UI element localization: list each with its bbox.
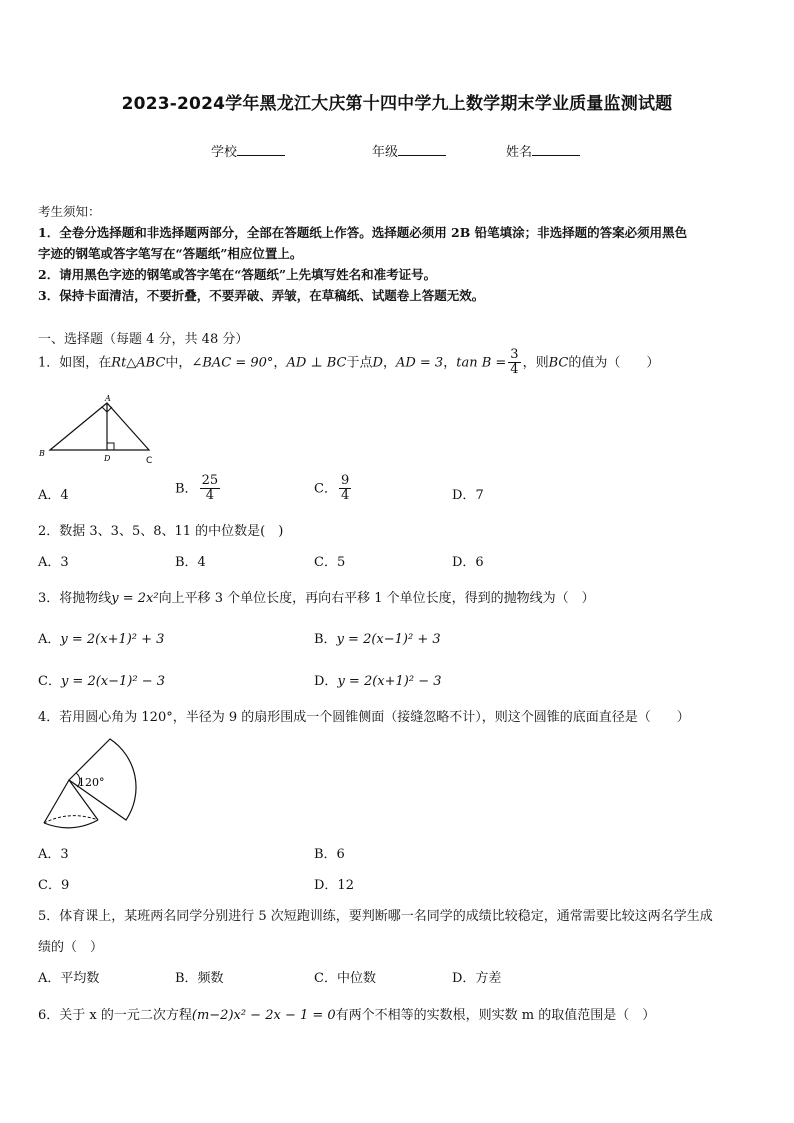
q1-triangle: Rt△ABC: [111, 355, 166, 371]
q3-option-c[interactable]: [38, 670, 165, 689]
q3-option-b[interactable]: [314, 628, 441, 647]
q1-prefix: 1．如图，在: [38, 355, 112, 371]
q4-option-c[interactable]: C．9: [38, 878, 70, 893]
fraction-numerator: 3: [510, 347, 519, 362]
q2-option-d[interactable]: D．6: [452, 555, 484, 570]
option-label: D．: [452, 488, 476, 503]
q1-text: 的值为（ ）: [568, 355, 660, 371]
notes-heading: 考生须知：: [38, 204, 101, 219]
fraction-numerator: 9: [340, 473, 350, 488]
q6-expression: (m−2)x² − 2x − 1 = 0: [191, 1008, 336, 1023]
option-expression: y = 2(x+1)² − 3: [337, 674, 442, 689]
option-label: D．: [314, 674, 338, 689]
fraction-denominator: 4: [205, 488, 214, 504]
q4-option-a[interactable]: A．3: [38, 847, 69, 862]
fraction-denominator: 4: [510, 362, 519, 378]
name-field: [506, 141, 580, 160]
option-label: A．: [38, 488, 61, 503]
option-value: 7: [475, 488, 484, 503]
q1-tan: tan B =: [456, 355, 507, 371]
grade-blank: [398, 143, 446, 156]
q1-tan-fraction: [508, 348, 520, 378]
option-fraction: [200, 474, 221, 504]
q3-prefix: 3．将抛物线: [38, 591, 112, 606]
fig-label-a: A: [105, 394, 111, 403]
section-heading: 一、选择题（每题 4 分，共 48 分）: [38, 332, 249, 347]
q1-option-b[interactable]: [175, 474, 222, 504]
grade-field: [372, 141, 446, 160]
fig-label-b: B: [39, 449, 45, 458]
school-label: 学校: [211, 145, 238, 160]
q2-option-b[interactable]: B．4: [175, 555, 206, 570]
option-label: C．: [314, 481, 337, 497]
q1-text: ，: [443, 355, 457, 371]
option-expression: y = 2(x−1)² + 3: [336, 632, 441, 647]
q1-perp: AD ⊥ BC: [286, 355, 347, 371]
q5-option-d[interactable]: D．方差: [452, 971, 502, 986]
notes-item-2: 2．请用黑色字迹的钢笔或答字笔在“答题纸”上先填写姓名和准考证号。: [38, 267, 437, 282]
q1-text: 于点: [346, 355, 373, 371]
option-expression: y = 2(x−1)² − 3: [60, 674, 166, 689]
school-blank: [237, 143, 285, 156]
fig-label-c: C: [146, 456, 153, 465]
name-label: 姓名: [506, 145, 533, 160]
grade-label: 年级: [372, 145, 399, 160]
name-blank: [532, 143, 580, 156]
fraction-denominator: 4: [340, 488, 350, 504]
q1-ad: AD = 3: [395, 355, 444, 371]
question-1-stem: [38, 348, 659, 378]
q2-option-a[interactable]: A．3: [38, 555, 69, 570]
option-value: 4: [60, 488, 69, 503]
q6-suffix: 有两个不相等的实数根，则实数 m 的取值范围是（ ）: [335, 1008, 656, 1023]
q4-option-d[interactable]: D．12: [314, 878, 354, 893]
question-3-stem: [38, 587, 595, 606]
q6-prefix: 6．关于 x 的一元二次方程: [38, 1008, 192, 1023]
option-label: A．: [38, 632, 61, 647]
q1-angle: ∠BAC = 90°: [191, 355, 274, 371]
fig-label-d: D: [104, 454, 111, 463]
question-4-stem: 4．若用圆心角为 120°，半径为 9 的扇形围成一个圆锥侧面（接缝忽略不计），则这个圆锥的底面直径是（ ）: [38, 710, 690, 725]
question-6-stem: [38, 1004, 655, 1023]
option-expression: y = 2(x+1)² + 3: [60, 632, 165, 647]
q1-text: ，则: [522, 355, 549, 371]
q1-option-d[interactable]: [452, 484, 484, 503]
notes-item-1: 1．全卷分选择题和非选择题两部分，全部在答题纸上作答。选择题必须用 2B 铅笔填涂；非选择题的答案必须用黑色: [38, 225, 688, 240]
q1-bc: BC: [548, 355, 569, 371]
q1-text: ，: [273, 355, 287, 371]
option-label: B．: [175, 481, 198, 497]
q4-angle-label: 120°: [78, 776, 105, 789]
q3-option-a[interactable]: [38, 628, 164, 647]
option-label: B．: [314, 632, 337, 647]
q4-cone-figure: [38, 736, 148, 834]
notes-item-1-cont: 字迹的钢笔或答字笔写在“答题纸”相应位置上。: [38, 246, 303, 261]
q3-expression: y = 2x²: [111, 591, 159, 606]
school-field: [211, 141, 285, 160]
q5-option-c[interactable]: C．中位数: [314, 971, 376, 986]
q1-text: ，: [382, 355, 396, 371]
option-label: C．: [38, 674, 61, 689]
option-fraction: [339, 474, 351, 504]
q1-text: 中，: [165, 355, 192, 371]
fraction-numerator: 25: [201, 473, 219, 488]
q2-option-c[interactable]: C．5: [314, 555, 346, 570]
q5-option-b[interactable]: B．频数: [175, 971, 224, 986]
q1-option-a[interactable]: [38, 484, 69, 503]
q1-triangle-figure: [36, 393, 160, 465]
question-5-stem-cont: 绩的（ ）: [38, 940, 104, 955]
q1-option-c[interactable]: [314, 474, 353, 504]
question-5-stem: 5．体育课上，某班两名同学分别进行 5 次短跑训练，要判断哪一名同学的成绩比较稳定，通常需要比较这两名学生成: [38, 909, 713, 924]
q5-option-a[interactable]: A．平均数: [38, 971, 100, 986]
q3-option-d[interactable]: [314, 670, 442, 689]
notes-item-3: 3．保持卡面清洁，不要折叠，不要弄破、弄皱，在草稿纸、试题卷上答题无效。: [38, 288, 485, 303]
q1-point-d: D: [372, 355, 383, 371]
q4-option-b[interactable]: B．6: [314, 847, 345, 862]
question-2-stem: 2．数据 3、3、5、8、11 的中位数是( ): [38, 524, 284, 539]
q3-suffix: 向上平移 3 个单位长度，再向右平移 1 个单位长度，得到的抛物线为（ ）: [158, 591, 595, 606]
page-title: 2023-2024学年黑龙江大庆第十四中学九上数学期末学业质量监测试题: [121, 94, 673, 114]
